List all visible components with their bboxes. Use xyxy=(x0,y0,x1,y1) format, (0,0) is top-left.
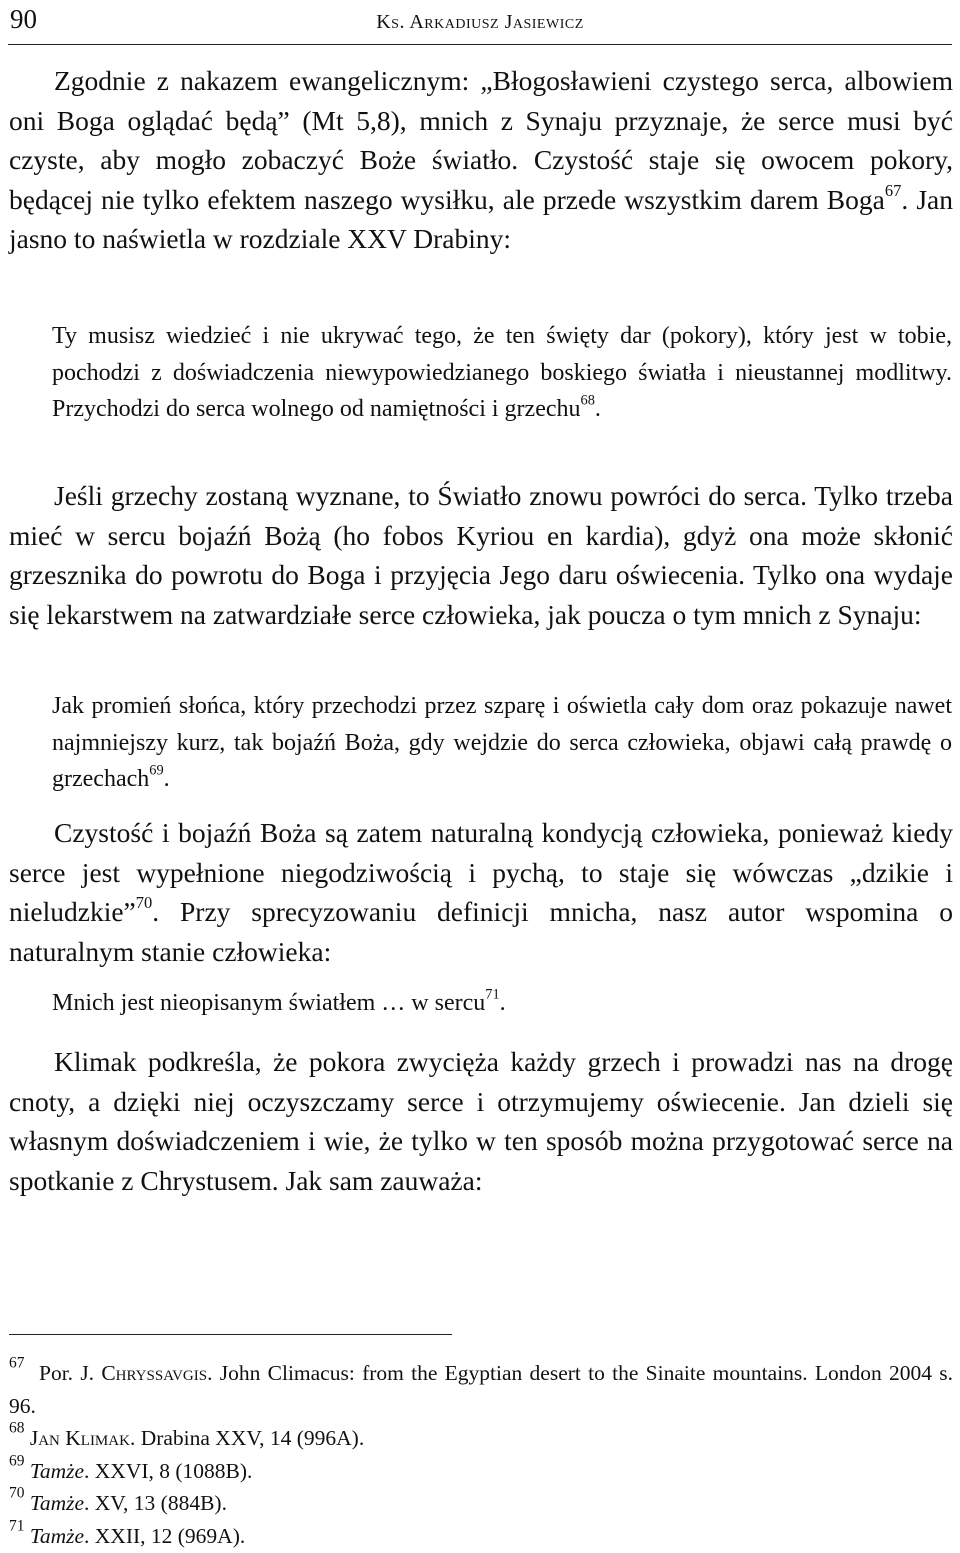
block-quote-3: Mnich jest nieopisanym światłem … w sercu$^{71}$. xyxy=(52,986,506,1016)
footnote-ref-67: 67 xyxy=(884,180,902,200)
block-quote-1-text: Ty musisz wiedzieć i nie ukrywać tego, że ten święty dar (pokory), który jest w tobie, pochodzi z doświadczenia niewypowiedzianego boskiego światła i nieustannej modlitwy. Przychodzi do serca wolnego od namiętności i grzechu xyxy=(52,323,952,423)
running-head-name: Ks. Arkadiusz Jasiewicz xyxy=(376,11,584,33)
block-quote-1: Ty musisz wiedzieć i nie ukrywać tego, że ten święty dar (pokory), który jest w tobie, pochodzi z doświadczenia niewypowiedzianego boskiego światła i nieustannej modlitwy. Przychodzi do serca wolnego od namiętności i grzechu$^{68}$. xyxy=(52,323,952,423)
footnote-71: $^{71}$ Tamże. XXII, 12 (969A). xyxy=(9,1517,246,1548)
block-quote-3-text: Mnich jest nieopisanym światłem … w sercu xyxy=(52,990,486,1016)
footnote-rule xyxy=(9,1334,452,1335)
footnote-68: $^{68}$ Jan Klimak. Drabina XXV, 14 (996A). xyxy=(9,1419,365,1450)
page-number: 90 xyxy=(10,4,37,34)
block-quote-2: Jak promień słońca, który przechodzi przez szparę i oświetla cały dom oraz pokazuje nawet najmniejszy kurz, tak bojaźń Boża, gdy wejdzie do serca człowieka, objawi całą prawdę o grzechach$^{69}$. xyxy=(52,693,952,793)
running-head xyxy=(8,4,952,35)
block-quote-2-text: Jak promień słońca, który przechodzi przez szparę i oświetla cały dom oraz pokazuje nawet najmniejszy kurz, tak bojaźń Boża, gdy wejdzie do serca człowieka, objawi całą prawdę o grzechach xyxy=(52,693,952,793)
paragraph-4-text: Klimak podkreśla, że pokora zwycięża każdy grzech i prowadzi nas na drogę cnoty, a dzięki niej oczyszczamy serce i otrzymujemy oświecenie. Jan dzieli się własnym doświadczeniem i wie, że tylko w ten sposób można przygotować serce na spotkanie z Chrystusem. Jak sam zauważa: xyxy=(9,1046,953,1196)
footnote-69: $^{69}$ Tamże. XXVI, 8 (1088B). xyxy=(9,1452,253,1483)
paragraph-3 xyxy=(9,813,953,971)
footnotes xyxy=(9,1354,953,1552)
footnote-70: $^{70}$ Tamże. XV, 13 (884B). xyxy=(9,1484,227,1515)
footnote-ref-68: 68 xyxy=(580,392,595,409)
paragraph-2-text: Jeśli grzechy zostaną wyznane, to Światło znowu powróci do serca. Tylko trzeba mieć w sercu bojaźń Bożą (ho fobos Kyriou en kardia), gdyż ona może skłonić grzesznika do powrotu do Boga i przyjęcia Jego daru oświecenia. Tylko ona wydaje się lekarstwem na zatwardziałe serce człowieka, jak poucza o tym mnich z Synaju: xyxy=(9,480,953,630)
paragraph-1-text: Zgodnie z nakazem ewangelicznym: „Błogosławieni czystego serca, albowiem oni Boga oglądać będą” (Mt 5,8), mnich z Synaju przyznaje, że serce musi być czyste, aby mogło zobaczyć Boże światło. Czystość staje się owocem pokory, będącej nie tylko efektem naszego wysiłku, ale przede wszystkim darem Boga xyxy=(9,65,953,215)
running-header xyxy=(8,0,952,45)
footnote-ref-71: 71 xyxy=(485,986,500,1003)
footnote-67: $^{67}$ Por. J. Chryssavgis. John Climacus: from the Egyptian desert to the Sinaite mountains. London 2004 s. 96. xyxy=(9,1354,953,1418)
paragraph-1 xyxy=(9,61,953,259)
paragraph-4 xyxy=(9,1042,953,1200)
paragraph-3-text-end: . Przy sprecyzowaniu definicji mnicha, nasz autor wspomina o naturalnym stanie człowieka: xyxy=(9,896,953,967)
paragraph-3-text: Czystość i bojaźń Boża są zatem naturalną kondycją człowieka, ponieważ kiedy serce jest wypełnione niegodziwością i pychą, to staje się wówczas „dzikie i nieludzkie” xyxy=(9,817,953,928)
paragraph-1-text-end: . Jan jasno to naświetla w rozdziale XXV Drabiny: xyxy=(9,183,953,255)
paragraph-2 xyxy=(9,476,953,634)
footnote-ref-69: 69 xyxy=(149,762,164,779)
footnote-ref-70: 70 xyxy=(135,893,153,912)
